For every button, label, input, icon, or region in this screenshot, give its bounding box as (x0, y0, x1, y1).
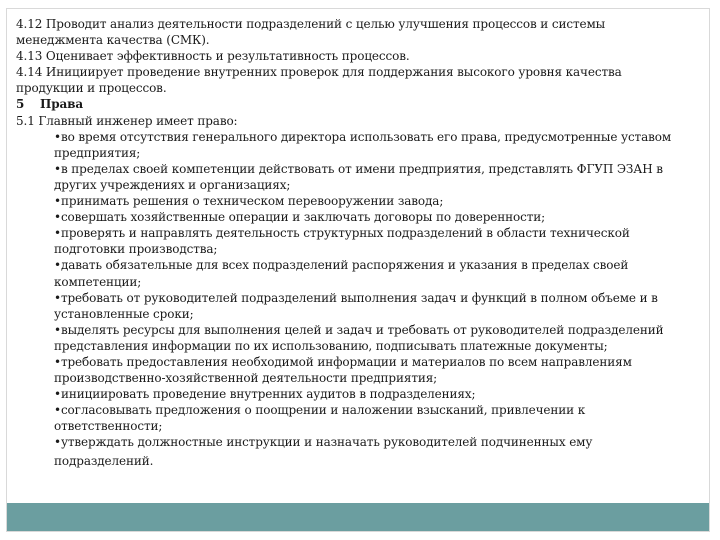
text-line: •давать обязательные для всех подразделений распоряжения и указания в пределах своей (54, 258, 629, 273)
footer-accent-bar (7, 503, 709, 531)
text-line: 4.12 Проводит анализ деятельности подразделений с целью улучшения процессов и системы (16, 17, 606, 31)
text-line: •утверждать должностные инструкции и назначать руководителей подчиненных ему (54, 435, 593, 450)
document-body (16, 16, 700, 469)
text-line: •требовать предоставления необходимой информации и материалов по всем направлениям (54, 354, 632, 369)
paragraph-4-13 (16, 48, 700, 64)
text-line: •проверять и направлять деятельность структурных подразделений в области технической (54, 226, 630, 241)
list-item (54, 257, 700, 289)
text-line: производственно-хозяйственной деятельности предприятия; (54, 371, 438, 386)
list-item (54, 354, 700, 386)
text-line: предприятия; (54, 145, 141, 160)
text-line: •во время отсутствия генерального директора использовать его права, предусмотренные уставом (54, 129, 672, 144)
list-item (54, 209, 700, 225)
text-line: •в пределах своей компетенции действовать от имени предприятия, представлять ФГУП ЭЗАН в (54, 161, 663, 176)
text-line: представления информации по их использованию, подписывать платежные документы; (54, 338, 608, 353)
list-item (54, 402, 700, 434)
text-line: установленные сроки; (54, 306, 194, 321)
text-line: •выделять ресурсы для выполнения целей и задач и требовать от руководителей подразделений (54, 322, 664, 337)
section-title: Права (40, 97, 84, 112)
text-line: •требовать от руководителей подразделений выполнения задач и функций в полном объеме и в (54, 290, 658, 305)
list-item (54, 161, 700, 193)
rights-list (16, 129, 700, 469)
text-line: •согласовывать предложения о поощрении и наложении взысканий, привлечении к (54, 403, 586, 418)
clause-5-1: 5.1 Главный инженер имеет право: (16, 113, 238, 128)
text-line: менеджмента качества (СМК). (16, 33, 210, 48)
list-item (54, 193, 700, 209)
text-line: •инициировать проведение внутренних аудитов в подразделениях; (54, 387, 476, 402)
list-item (54, 225, 700, 257)
text-line: 4.14 Инициирует проведение внутренних проверок для поддержания высокого уровня качества (16, 65, 622, 80)
section-number: 5 (16, 97, 25, 112)
text-line: 4.13 Оценивает эффективность и результативность процессов. (16, 49, 410, 64)
text-line: •совершать хозяйственные операции и заключать договоры по доверенности; (54, 210, 546, 225)
paragraph-4-14 (16, 64, 700, 96)
paragraph-4-12 (16, 16, 700, 48)
text-line: подготовки производства; (54, 242, 218, 257)
text-line: ответственности; (54, 419, 163, 434)
section-heading (16, 96, 700, 112)
text-line: компетенции; (54, 274, 142, 289)
list-item (54, 386, 700, 402)
text-line: других учреждениях и организациях; (54, 177, 291, 192)
list-item (54, 322, 700, 354)
list-item (54, 290, 700, 322)
text-line: подразделений. (54, 453, 154, 468)
text-line: продукции и процессов. (16, 81, 167, 96)
list-item (54, 434, 700, 468)
list-item (54, 129, 700, 161)
text-line: •принимать решения о техническом перевооружении завода; (54, 194, 444, 209)
